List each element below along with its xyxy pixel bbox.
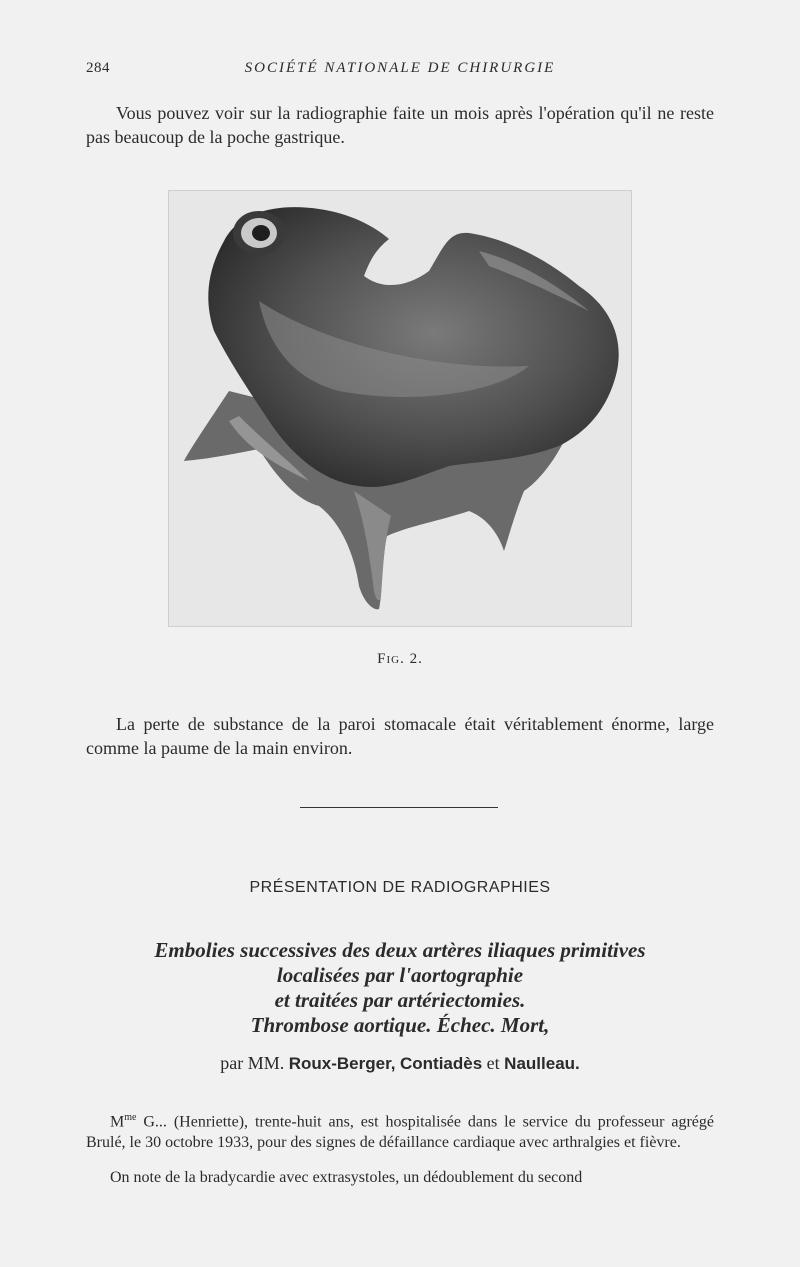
author-byline <box>0 1053 800 1074</box>
case-paragraph-2 <box>86 1168 714 1189</box>
paragraph-substance-loss <box>86 712 714 760</box>
article-title <box>60 938 740 1038</box>
byline-conjunction: et <box>486 1053 500 1073</box>
patient-title-superscript: me <box>124 1112 137 1123</box>
case-paragraph-1-text: G... (Henriette), trente-huit ans, est hospitalisée dans le service du professeur agrégé Brulé, le 30 octobre 1933, pour des signes de défaillance cardiaque avec arthralgies et fièvre. <box>86 1113 714 1151</box>
figure-stomach-photo <box>168 190 632 627</box>
section-heading: PRÉSENTATION DE RADIOGRAPHIES <box>249 879 551 896</box>
article-title-line-2: localisées par l'aortographie <box>276 963 524 987</box>
case-paragraph-1 <box>86 1108 714 1153</box>
article-title-line-1: Embolies successives des deux artères iliaques primitives <box>154 938 646 962</box>
byline-prefix: par MM. <box>220 1053 285 1073</box>
stomach-specimen-image <box>169 191 631 626</box>
section-divider <box>300 807 498 808</box>
running-header: SOCIÉTÉ NATIONALE DE CHIRURGIE <box>244 60 556 76</box>
author-name-1: Roux-Berger, <box>288 1054 396 1073</box>
paragraph-radiography <box>86 101 714 149</box>
article-title-line-4: Thrombose aortique. Échec. Mort, <box>250 1013 550 1037</box>
article-title-line-3: et traitées par artériectomies. <box>274 988 526 1012</box>
paragraph-radiography-text: Vous pouvez voir sur la radiographie faite un mois après l'opération qu'il ne reste pas beaucoup de la poche gastrique. <box>86 103 714 147</box>
author-name-2: Contiadès <box>399 1054 483 1073</box>
paragraph-substance-loss-text: La perte de substance de la paroi stomacale était véritablement énorme, large comme la paume de la main environ. <box>86 714 714 758</box>
patient-title-abbrev: M <box>110 1113 125 1131</box>
author-name-3: Naulleau. <box>504 1054 580 1073</box>
case-paragraph-2-text: On note de la bradycardie avec extrasystoles, un dédoublement du second <box>110 1169 583 1186</box>
page-number: 284 <box>86 60 110 76</box>
figure-caption: Fig. 2. <box>377 651 423 667</box>
